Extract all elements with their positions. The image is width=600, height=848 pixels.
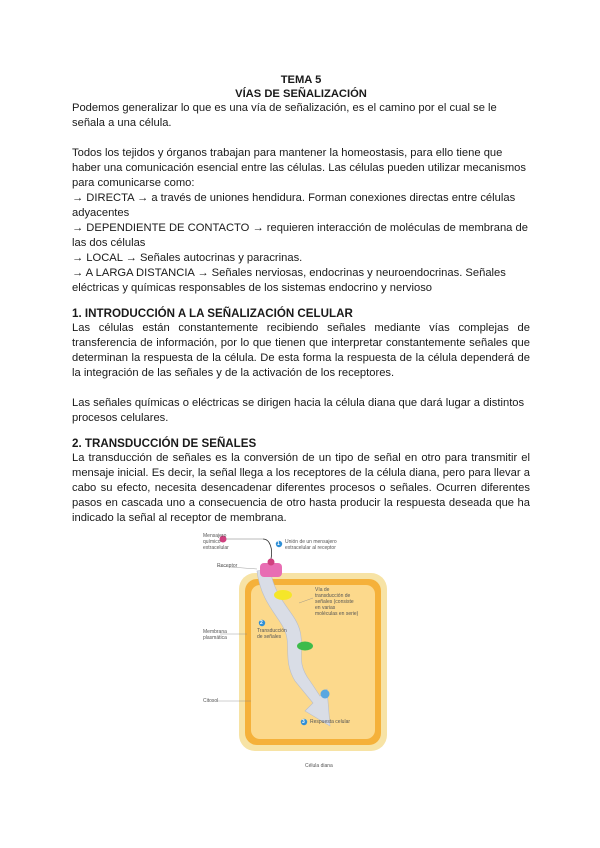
topic-label: TEMA 5 [280,74,322,86]
section-1-heading: 1. INTRODUCCIÓN A LA SEÑALIZACIÓN CELULAR [72,307,353,320]
label-receptor: Receptor [217,563,238,569]
document-title: VÍAS DE SEÑALIZACIÓN [235,88,367,100]
intro-communication: Todos los tejidos y órganos trabajan para mantener la homeostasis, para ello tiene que haber una comunicación esencial entre las células. Las células pueden utilizar mecanismos para comunicarse como: [72,147,526,189]
label-cytosol: Citosol [203,698,219,704]
step-3-number: 3 [302,719,305,725]
messenger-arrow [263,539,272,559]
molecule-yellow [274,590,292,600]
pathway-note: Vía de transducción de señales (consiste en varias moléculas en serie) [315,587,359,617]
label-membrane: Membrana plasmática [203,629,227,641]
molecule-blue [321,690,330,699]
step-2-number: 2 [260,620,263,626]
section-1-paragraph-1: Las células están constantemente recibiendo señales mediante vías complejas de transferencia de información, por lo que tienen que interpretar constantemente señales que determinan la respuesta de la célula. De esta forma la respuesta de la célula dependerá de la integración de las señales y de la activación de los receptores. [72,322,530,379]
signal-transduction-figure [195,531,395,771]
molecule-green [297,642,313,651]
section-2-heading: 2. TRANSDUCCIÓN DE SEÑALES [72,437,257,450]
step-1-label: Unión de un mensajero extracelular al receptor [285,539,337,551]
section-2-paragraph-1: La transducción de señales es la conversión de un tipo de señal en otro para transmitir el mensaje inicial. Es decir, la señal llega a los receptores de la célula diana, pero para llevar a cabo su efecto, necesita desencadenar diferentes procesos o señales. Ocurren diferentes pasos en cascada uno a consecuencia de otro hasta producir la respuesta deseada que ha indicado la señal al receptor de membrana. [72,452,530,524]
mechanism-local: → LOCAL → Señales autocrinas y paracrinas. [72,252,303,264]
mechanism-direct: → DIRECTA → a través de uniones hendidura. Forman conexiones directas entre células adyacentes [72,192,516,219]
step-2-label: Transducción de señales [257,628,287,640]
intro-definition: Podemos generalizar lo que es una vía de señalización, es el camino por el cual se le señala a una célula. [72,102,497,129]
step-1-number: 1 [277,541,280,547]
label-target-cell: Célula diana [305,763,333,769]
document-page [72,73,530,526]
label-messenger: Mensajero químico extracelular [203,533,229,551]
mechanism-contact: → DEPENDIENTE DE CONTACTO → requieren interacción de moléculas de membrana de las dos células [72,222,528,249]
bound-messenger [268,559,275,566]
section-1-paragraph-2: Las señales químicas o eléctricas se dirigen hacia la célula diana que dará lugar a distintos procesos celulares. [72,397,525,424]
mechanism-long-distance: → A LARGA DISTANCIA → Señales nerviosas, endocrinas y neuroendocrinas. Señales eléctricas y químicas responsables de los sistemas endocrino y nervioso [72,267,506,294]
step-3-label: Respuesta celular [310,719,351,725]
